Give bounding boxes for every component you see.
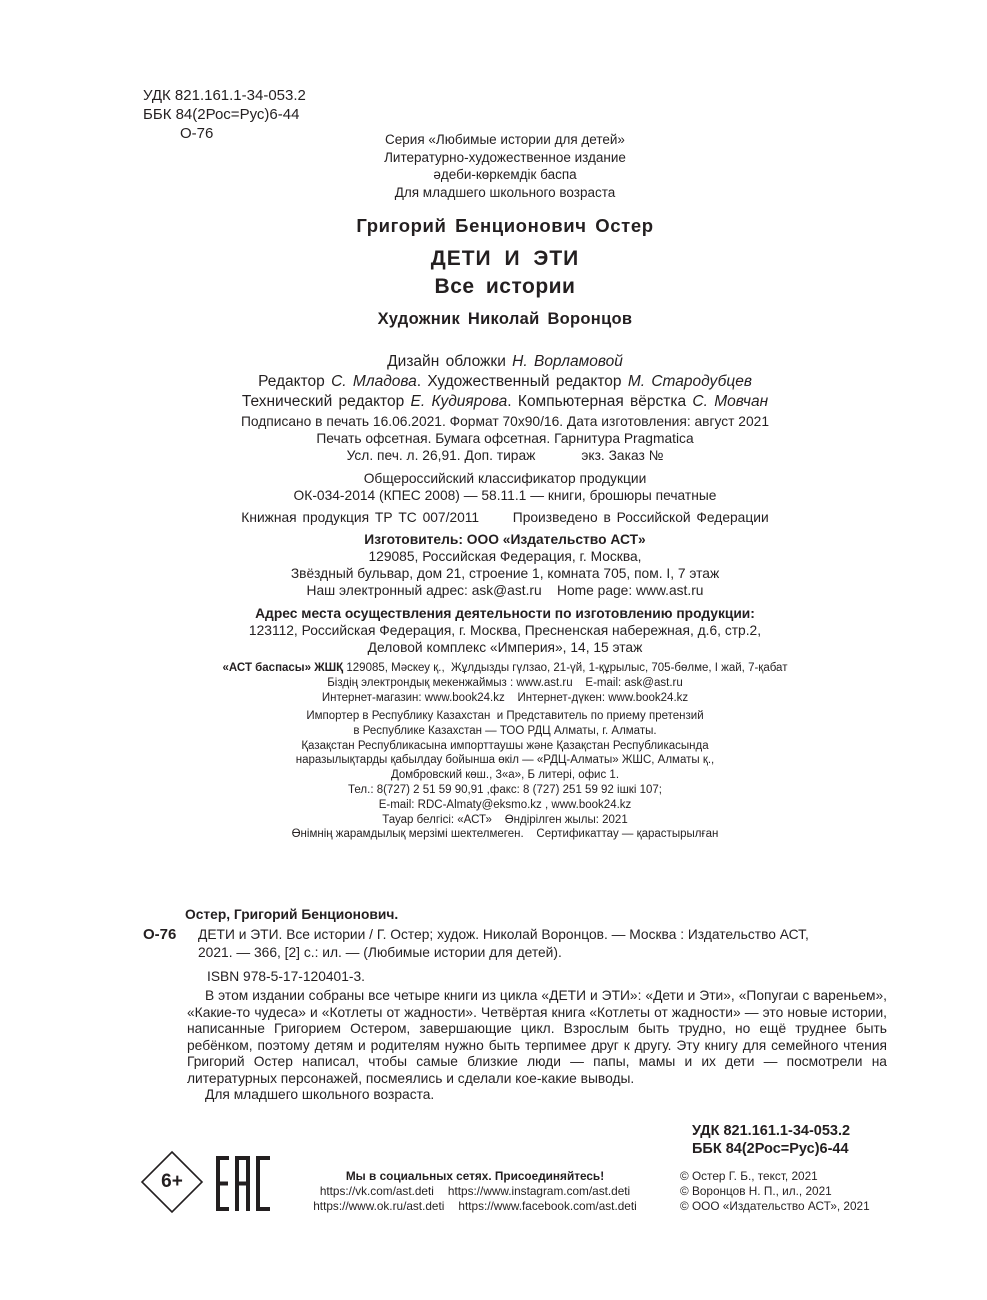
annotation-age: Для младшего школьного возраста. xyxy=(205,1087,435,1102)
link-instagram[interactable]: https://www.instagram.com/ast.deti xyxy=(447,1184,631,1198)
author-mark: О-76 xyxy=(180,125,214,142)
importer-line: в Республике Казахстан — ТОО РДЦ Алматы, г. Алматы. xyxy=(353,724,657,737)
art-editor-name: М. Стародубцев xyxy=(627,373,752,390)
series-line: Для младшего школьного возраста xyxy=(394,184,616,200)
annotation-text: В этом издании собраны все четыре книги из цикла «ДЕТИ и ЭТИ»: «Дети и Эти», «Попугаи с вареньем», «Какие-то чудеса» и «Котлеты от жадности». Четвёртая книга «Котлеты от жадности» — это новые истории, написанные Григорием Остером, завершающие цикл. Взрослым быть трудно, но ещё труднее быть ребёнком, поэтому детям и родителям нужно быть терпимее друг к другу. Эту книгу для семейного чтения Григорий Остер написал, чтобы самые близкие люди — папы, мамы и их дети — посмотрели на литературных персонажей, посмеялись и сделали кое-какие выводы. xyxy=(187,988,887,1086)
layout-name: С. Мовчан xyxy=(692,393,769,410)
tech-editor-label: Технический редактор xyxy=(241,393,405,410)
series-line: Литературно-художественное издание xyxy=(384,149,626,165)
series-line: әдеби-көркемдік баспа xyxy=(433,167,577,182)
printing-line: Печать офсетная. Бумага офсетная. Гарнитура Pragmatica xyxy=(316,431,694,446)
classifier-line: ОК-034-2014 (КПЕС 2008) — 58.11.1 — книги, брошюры печатные xyxy=(293,488,717,503)
copyright-line: © Воронцов Н. П., ил., 2021 xyxy=(680,1184,832,1198)
manufacturer-heading: Изготовитель: ООО «Издательство АСТ» xyxy=(364,532,646,547)
credits xyxy=(155,352,855,412)
footer-bbk: ББК 84(2Рос=Рус)6-44 xyxy=(692,1141,849,1157)
manufacturer-line: 129085, Российская Федерация, г. Москва, xyxy=(368,549,642,564)
production-site-heading: Адрес места осуществления деятельности по изготовлению продукции: xyxy=(255,606,755,621)
importer-line: наразылықтарды қабылдау бойынша өкіл — «РДЦ-Алматы» ЖШС, Алматы қ., xyxy=(295,754,715,767)
tech-editor-name: Е. Кудиярова xyxy=(410,393,508,410)
age-rating-text: 6+ xyxy=(161,1171,183,1192)
production-site-line: 123112, Российская Федерация, г. Москва, Пресненская набережная, д.6, стр.2, xyxy=(248,623,762,638)
made-in: Произведено в Российской Федерации xyxy=(512,510,769,525)
cover-design-label: Дизайн обложки xyxy=(387,353,506,370)
editor-name: С. Младова xyxy=(331,373,417,390)
kz-publisher xyxy=(155,661,855,706)
kz-publisher-line: Біздің электрондық мекенжаймыз : www.ast.ru E-mail: ask@ast.ru xyxy=(327,677,683,689)
classifier-line: Общероссийский классификатор продукции xyxy=(363,471,647,486)
importer-line: Домбровский көш., 3«а», Б литері, офис 1. xyxy=(390,769,620,782)
copyright-line: © ООО «Издательство АСТ», 2021 xyxy=(680,1199,870,1213)
importer-info xyxy=(155,709,855,842)
production-site-line: Деловой комплекс «Империя», 14, 15 этаж xyxy=(367,640,643,655)
printing-info xyxy=(155,413,855,464)
social-links xyxy=(280,1169,670,1214)
book-title: ДЕТИ И ЭТИ xyxy=(430,247,580,270)
udk-code: УДК 821.161.1-34-053.2 xyxy=(143,87,306,104)
importer-line: Тауар белгісі: «АСТ» Өндірілген жылы: 2021 xyxy=(382,813,628,826)
kz-publisher-line: Интернет-магазин: www.book24.kz Интернет-дүкен: www.book24.kz xyxy=(321,692,689,704)
importer-line: E-mail: RDC-Almaty@eksmo.kz , www.book24.kz xyxy=(378,798,632,811)
footer-udk: УДК 821.161.1-34-053.2 xyxy=(692,1123,851,1139)
bib-code: О-76 xyxy=(143,926,177,943)
kz-publisher-name: «АСТ баспасы» ЖШҚ xyxy=(222,662,344,674)
importer-line: Тел.: 8(727) 2 51 59 90,91 ,факс: 8 (727) 251 59 92 ішкі 107; xyxy=(348,783,662,796)
importer-line: Өнімнің жарамдылық мерзімі шектелмеген. Сертификаттау — қарастырылған xyxy=(291,828,719,841)
art-editor-label: . Художественный редактор xyxy=(416,373,622,390)
bbk-code: ББК 84(2Рос=Рус)6-44 xyxy=(143,106,300,123)
social-heading: Мы в социальных сетях. Присоединяйтесь! xyxy=(345,1169,605,1183)
bib-description: ДЕТИ и ЭТИ. Все истории / Г. Остер; худож. Николай Воронцов. — Москва : Издательство АСТ, xyxy=(198,927,809,942)
annotation xyxy=(187,988,887,1104)
manufacturer-line: Наш электронный адрес: ask@ast.ru Home page: www.ast.ru xyxy=(306,583,704,598)
importer-line: Импортер в Республику Казахстан и Представитель по приему претензий xyxy=(306,710,704,722)
illustrator: Художник Николай Воронцов xyxy=(377,310,633,328)
bib-author: Остер, Григорий Бенционович. xyxy=(185,907,399,922)
copyright-line: © Остер Г. Б., текст, 2021 xyxy=(680,1169,818,1183)
importer-line: Қазақстан Республикасына импорттаушы және Қазақстан Республикасында xyxy=(301,739,709,752)
tr-regulation: Книжная продукция ТР ТС 007/2011 xyxy=(241,510,480,525)
editor-label: Редактор xyxy=(258,373,325,390)
series-info xyxy=(155,131,855,201)
printing-line: Подписано в печать 16.06.2021. Формат 70x90/16. Дата изготовления: август 2021 xyxy=(240,414,770,429)
link-ok[interactable]: https://www.ok.ru/ast.deti xyxy=(313,1199,445,1213)
footer-codes xyxy=(692,1122,850,1158)
bib-description-cont: 2021. — 366, [2] с.: ил. — (Любимые истории для детей). xyxy=(198,944,562,960)
book-subtitle: Все истории xyxy=(434,275,576,298)
tr-line xyxy=(155,510,855,525)
isbn: ISBN 978-5-17-120401-3. xyxy=(207,969,365,984)
book-author: Григорий Бенционович Остер xyxy=(356,215,654,236)
product-classifier xyxy=(155,470,855,504)
series-line: Серия «Любимые истории для детей» xyxy=(385,132,625,147)
production-site xyxy=(155,605,855,656)
copyrights xyxy=(680,1169,870,1214)
manufacturer-line: Звёздный бульвар, дом 21, строение 1, комната 705, пом. I, 7 этаж xyxy=(290,566,720,581)
age-rating-badge xyxy=(140,1150,204,1214)
eac-certification-icon xyxy=(216,1156,270,1211)
manufacturer xyxy=(155,531,855,599)
layout-label: . Компьютерная вёрстка xyxy=(507,393,687,410)
link-vk[interactable]: https://vk.com/ast.deti xyxy=(319,1184,434,1198)
kz-publisher-address: 129085, Мәскеу қ., Жұлдызды гүлзао, 21-үй, 1-құрылыс, 705-бөлме, I жай, 7-қабат xyxy=(343,662,788,674)
printing-line: Усл. печ. л. 26,91. Доп. тираж экз. Заказ № xyxy=(346,448,664,463)
link-facebook[interactable]: https://www.facebook.com/ast.deti xyxy=(458,1199,637,1213)
cover-design-name: Н. Ворламовой xyxy=(512,353,623,370)
